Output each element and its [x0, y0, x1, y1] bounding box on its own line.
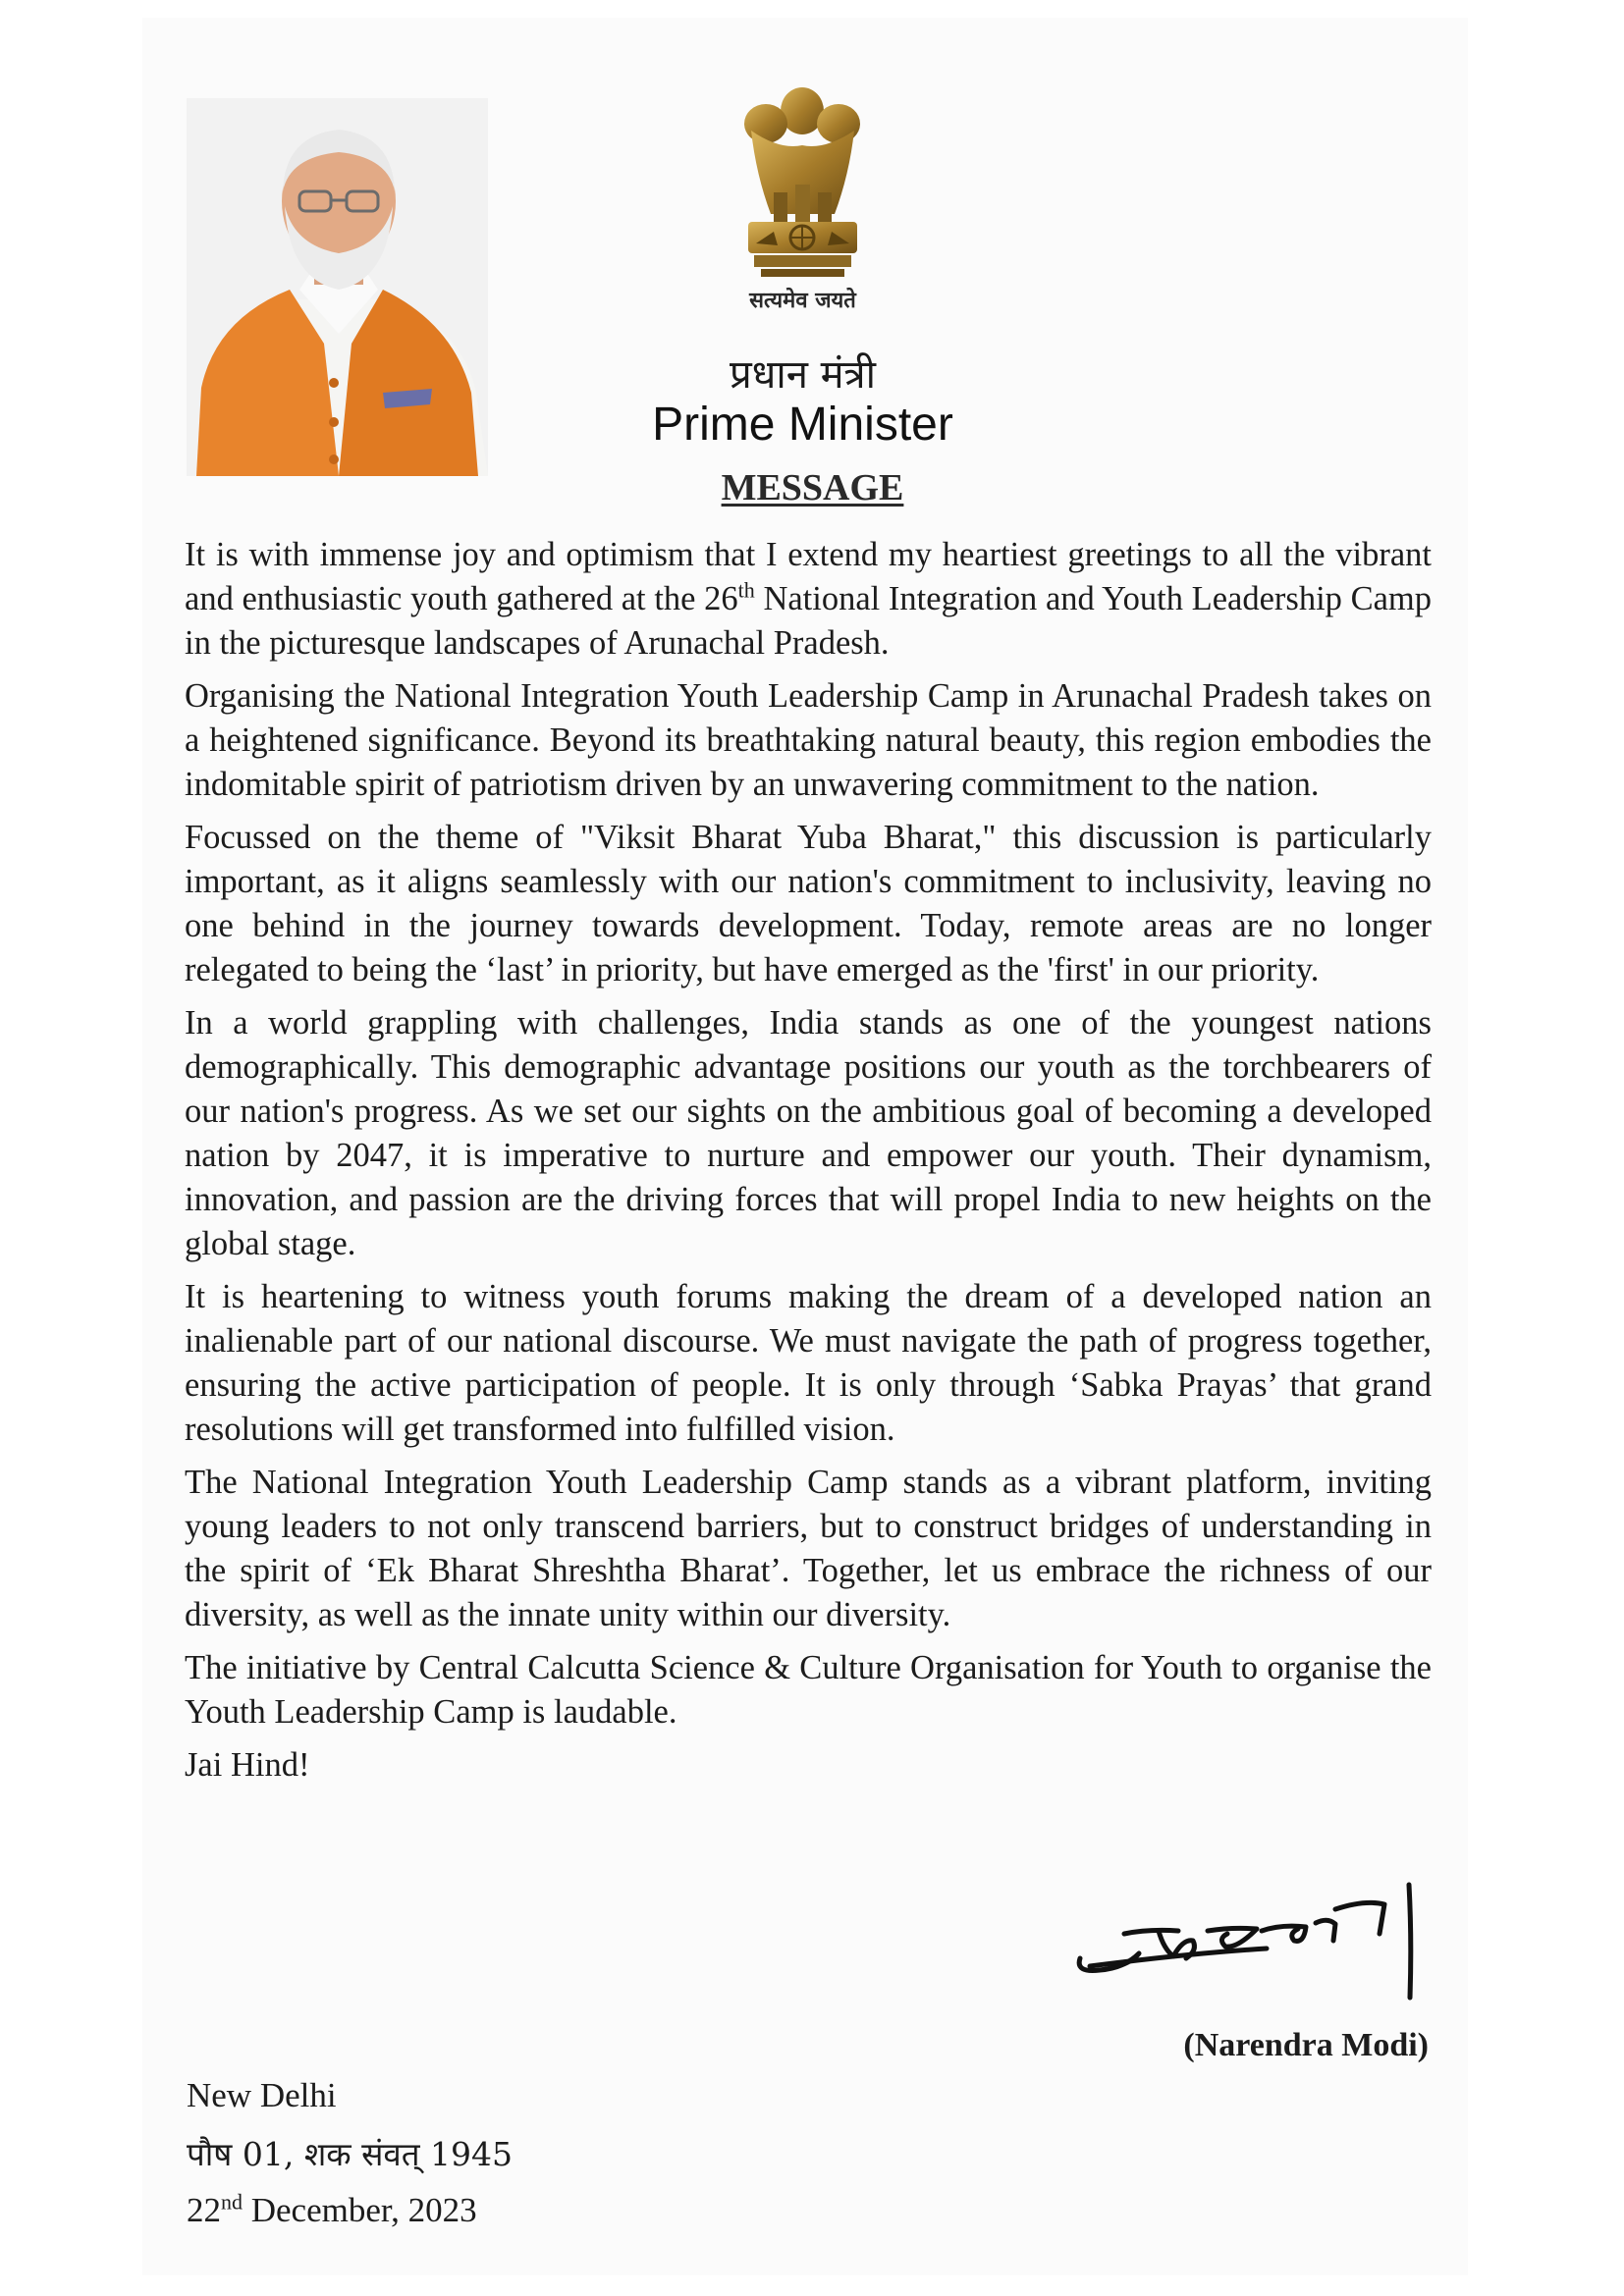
paragraph-1-text-rest: National Integration and Youth Leadership Camp in the picturesque landscapes of Arunachal Pradesh.: [185, 580, 1432, 662]
place: New Delhi: [187, 2076, 337, 2114]
date-day: 22: [187, 2191, 221, 2229]
date-month-year: December, 2023: [243, 2191, 477, 2229]
message-body: [185, 533, 1432, 1796]
ordinal-suffix: th: [737, 577, 755, 603]
national-emblem-icon: [727, 77, 879, 288]
title-hindi: प्रधान मंत्री: [730, 352, 876, 398]
paragraph-7: The initiative by Central Calcutta Science & Culture Organisation for Youth to organise the Youth Leadership Camp is laudable.: [185, 1649, 1432, 1731]
portrait-photo: [187, 98, 488, 476]
paragraph-4: In a world grappling with challenges, India stands as one of the youngest nations demographically. This demographic advantage positions our youth as the torchbearers of our nation's progress. As we set our sights on the ambitious goal of becoming a developed nation by 2047, it is imperative to nurture and empower our youth. Their dynamism, innovation, and passion are the driving forces that will propel India to new heights on the global stage.: [185, 1004, 1432, 1262]
paragraph-2: Organising the National Integration Youth Leadership Camp in Arunachal Pradesh takes on a heightened significance. Beyond its breathtaking natural beauty, this region embodies the indomitable spirit of patriotism driven by an unwavering commitment to the nation.: [185, 677, 1432, 803]
paragraph-1: [185, 533, 1432, 666]
title-english: Prime Minister: [652, 399, 953, 451]
message-heading: MESSAGE: [721, 467, 904, 508]
date-english: [187, 2191, 477, 2230]
handwritten-signature: [1070, 1880, 1463, 2017]
signatory-name: (Narendra Modi): [1183, 2027, 1429, 2063]
paragraph-3: Focussed on the theme of "Viksit Bharat Yuba Bharat," this discussion is particularly important, as it aligns seamlessly with our nation's commitment to inclusivity, leaving no one behind in the journey towards development. Today, remote areas are no longer relegated to being the ‘last’ in priority, but have emerged as the 'first' in our priority.: [185, 819, 1432, 988]
closing-salutation: Jai Hind!: [185, 1746, 310, 1784]
paragraph-1-text: It is with immense joy and optimism that I extend my heartiest greetings to all the vibrant and enthusiastic youth gathered at the 26: [185, 536, 1432, 617]
paragraph-5: It is heartening to witness youth forums making the dream of a developed nation an inalienable part of our national discourse. We must navigate the path of progress together, ensuring the active participation of people. It is only through ‘Sabka Prayas’ that grand resolutions will get transformed into fulfilled vision.: [185, 1278, 1432, 1448]
paragraph-6: The National Integration Youth Leadership Camp stands as a vibrant platform, inviting young leaders to not only transcend barriers, but to construct bridges of understanding in the spirit of ‘Ek Bharat Shreshtha Bharat’. Together, let us embrace the richness of our diversity, as well as the innate unity within our diversity.: [185, 1464, 1432, 1633]
date-ordinal-suffix: nd: [221, 2189, 243, 2215]
date-hindi: पौष 01, शक संवत् 1945: [187, 2135, 514, 2173]
emblem-motto: सत्यमेव जयते: [749, 289, 856, 313]
